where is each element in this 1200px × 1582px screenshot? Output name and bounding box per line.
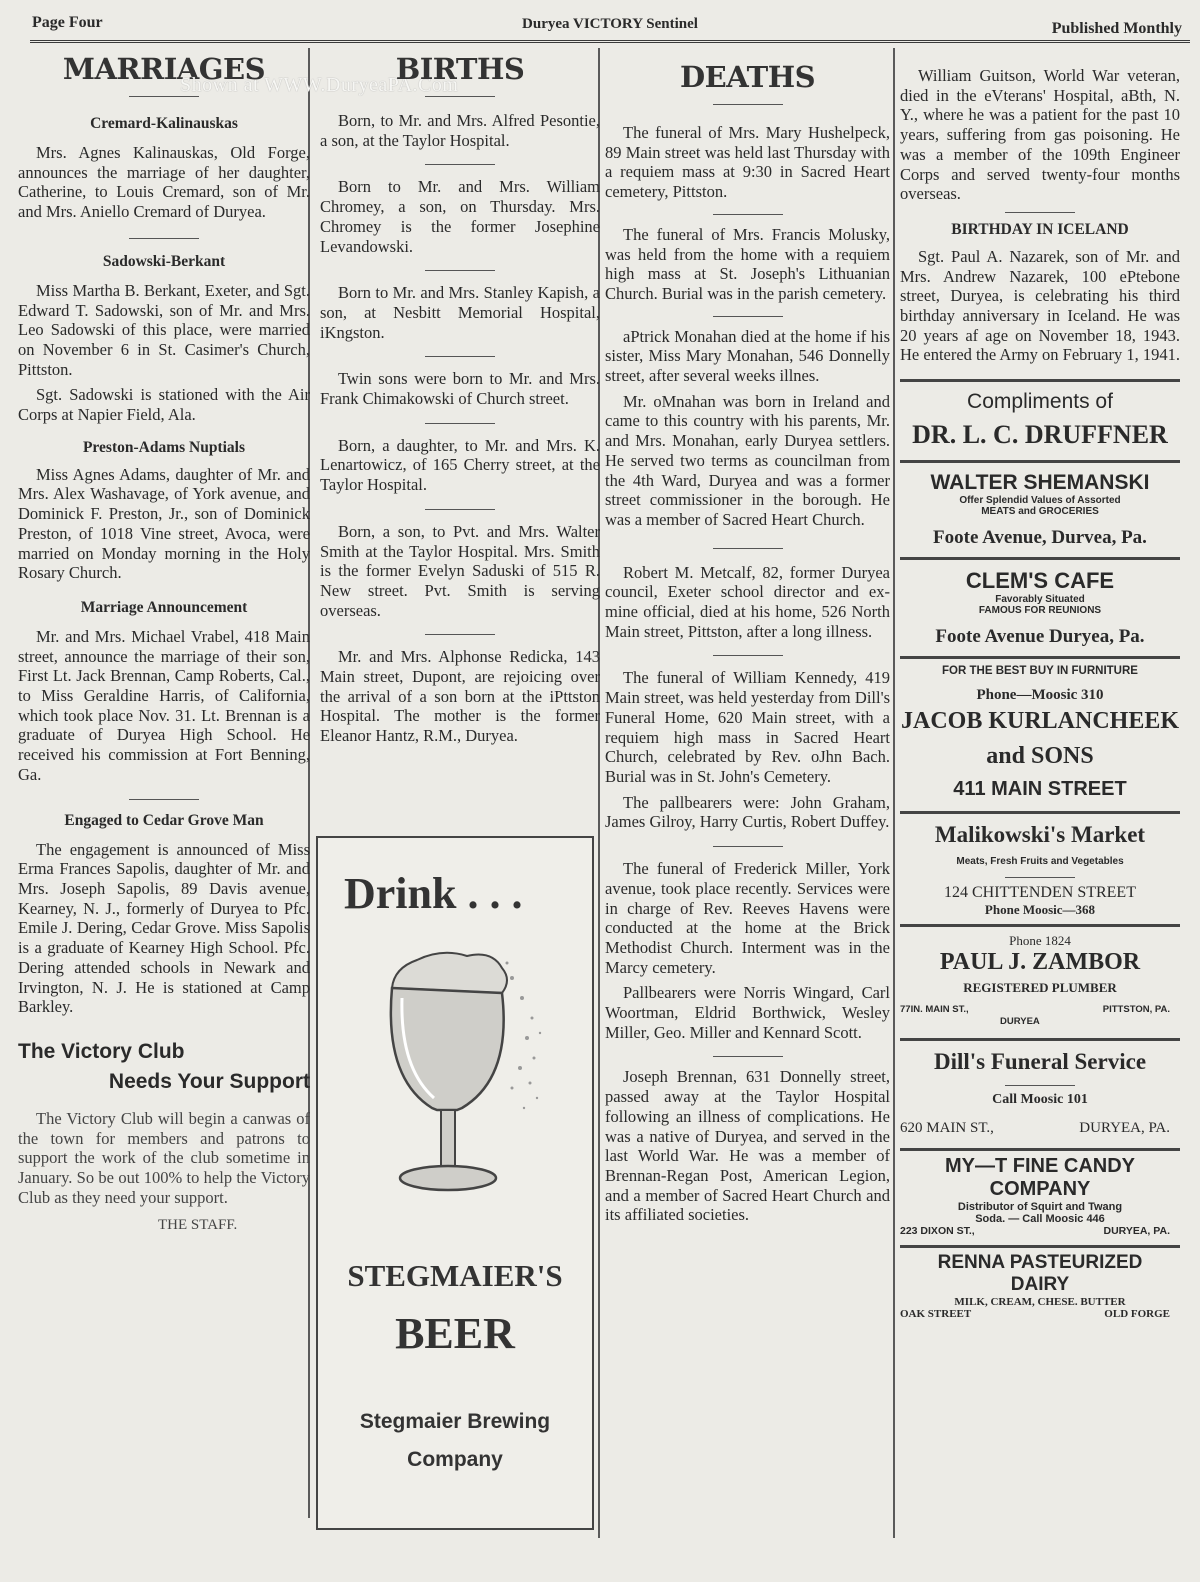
renna-address-row	[900, 1308, 1180, 1322]
separator	[1005, 877, 1075, 878]
stegmaier-beer-ad	[316, 836, 594, 1530]
marriage-text: Mr. and Mrs. Michael Vrabel, 418 Main street, announce the marriage of their son, First Lt. Jack Brennan, Camp Roberts, Cal., to Miss Geraldine Harris, of California, which took place Nov. 31. Lt. Brennan is a graduate of Duryea High School. He received his commission at Fort Benning, Ga.	[18, 626, 310, 784]
candy-company-ad	[900, 1151, 1180, 1239]
marriage-title: Cremard-Kalinauskas	[90, 115, 238, 132]
candy-phone: Soda. — Call Moosic 446	[975, 1213, 1105, 1226]
ad-brand-name: STEGMAIER'S	[347, 1258, 563, 1293]
renna-dairy-ad	[900, 1248, 1180, 1322]
candy-name: MY—T FINE CANDY	[945, 1155, 1135, 1178]
dills-town: DURYEA, PA.	[1079, 1120, 1170, 1137]
death-notice: The funeral of William Kennedy, 419 Main street, was held yesterday from Dill's Funeral Home, 620 Main street, with a requiem high mass in Sacred Heart Church, celebrated by Rev. oJhn Bach. Burial was in St. John's Cemetery.	[605, 668, 890, 786]
notices-and-ads-column	[900, 50, 1180, 1322]
ad-company-line1: Stegmaier Brewing	[359, 1410, 551, 1433]
birth-notice: Mr. and Mrs. Alphonse Redicka, 143 Main street, Dupont, are rejoicing over the arrival of a son born at the iPttston Hospital. The mother is the former Eleanor Hantz, R.M., Duryea.	[320, 647, 600, 746]
separator	[129, 799, 199, 800]
ad-company-line2: Company	[407, 1448, 503, 1471]
column-rule	[893, 48, 895, 1538]
death-notice: Mr. oMnahan was born in Ireland and came to this country with his parents, Mr. and Mrs. Monahan, early Duryea settlers. He served two terms as councilman from the 4th Ward, Duryea and was a former street commissioner in the borough. He was a member of Sacred Heart Church.	[605, 391, 890, 529]
marriage-title: Engaged to Cedar Grove Man	[64, 811, 264, 829]
separator	[713, 548, 783, 549]
shemanski-ad	[900, 463, 1180, 549]
victory-club-line1: The Victory Club	[18, 1039, 185, 1063]
zambor-address-row	[900, 1004, 1180, 1034]
ad-brand-product: BEER	[395, 1309, 515, 1358]
kurlancheek-phone: Phone—Moosic 310	[976, 687, 1104, 704]
shemanski-name: WALTER SHEMANSKI	[930, 471, 1150, 495]
separator	[425, 509, 495, 510]
birth-notice: Born to Mr. and Mrs. William Chromey, a son, on Thursday. Mrs. Chromey is the former Josephine Levandowski.	[320, 177, 600, 256]
separator	[425, 356, 495, 357]
masthead	[30, 8, 1190, 43]
separator	[713, 655, 783, 656]
victory-club-title	[18, 1037, 310, 1097]
birth-notice: Born to Mr. and Mrs. Stanley Kapish, a son, at Nesbitt Memorial Hospital, iKngston.	[320, 283, 600, 342]
separator	[713, 316, 783, 317]
dills-street: 620 MAIN ST.,	[900, 1120, 994, 1137]
births-heading: BIRTHS	[395, 52, 525, 86]
malikowski-name: Malikowski's Market	[934, 822, 1146, 848]
dills-funeral-ad	[900, 1041, 1180, 1142]
death-notice: Pallbearers were Norris Wingard, Carl Woortman, Eldrid Borthwick, Wesley Miller, Geo. Miller and Kennard Scott.	[605, 983, 890, 1042]
zambor-city: PITTSTON, PA.	[1102, 1004, 1170, 1016]
zambor-phone: Phone 1824	[1009, 933, 1071, 949]
kurlancheek-sons: and SONS	[986, 743, 1094, 770]
renna-town: OLD FORGE	[1104, 1308, 1170, 1321]
separator	[129, 238, 199, 239]
separator	[425, 164, 495, 165]
births-column	[320, 50, 600, 746]
separator	[1005, 1085, 1075, 1086]
publication-frequency: Published Monthly	[1051, 20, 1182, 37]
marriage-text: Miss Agnes Adams, daughter of Mr. and Mrs. Alex Washavage, of York avenue, and Dominick F. Preston, Jr., son of Dominick Preston, of 1018 Vine street, Avoca, were married on Monday morning in the Holy Rosary Church.	[18, 464, 310, 583]
marriage-text: Mrs. Agnes Kalinauskas, Old Forge, announces the marriage of her daughter, Catherine, to Louis Cremard, son of Mr. and Mrs. Aniello Cremard of Duryea.	[18, 143, 310, 222]
guitson-notice: William Guitson, World War veteran, died in the eVterans' Hospital, aBth, N. Y., where he was a patient for the past 10 years, suffering from gas poisoning. He was a member of the 109th Engineer Corps and served twenty-four months overseas.	[900, 66, 1180, 204]
victory-club-text: The Victory Club will begin a canwas of the town for members and patrons to support the work of the club sometime in January. So be out 100% to help the Victory Club as they need your support.	[18, 1108, 310, 1207]
dills-phone: Call Moosic 101	[992, 1092, 1088, 1108]
dills-name: Dill's Funeral Service	[933, 1049, 1147, 1075]
zambor-trade: REGISTERED PLUMBER	[963, 980, 1117, 996]
marriage-title: Preston-Adams Nuptials	[82, 438, 246, 456]
druffner-ad	[900, 382, 1180, 450]
marriage-text: Sgt. Sadowski is stationed with the Air Corps at Napier Field, Ala.	[18, 385, 310, 425]
separator	[425, 634, 495, 635]
malikowski-ad	[900, 814, 1180, 918]
death-notice: The pallbearers were: John Graham, James Gilroy, Harry Curtis, Robert Duffey.	[605, 792, 890, 832]
page-number: Page Four	[32, 14, 103, 31]
marriages-heading: MARRIAGES	[62, 52, 266, 86]
candy-distributor: Distributor of Squirt and Twang	[957, 1201, 1123, 1214]
birth-notice: Born, a son, to Pvt. and Mrs. Walter Smith at the Taylor Hospital. Mrs. Smith is the former Evelyn Saduski of 515 R. New street. Pvt. Smith is serving overseas.	[320, 521, 600, 620]
malikowski-address: 124 CHITTENDEN STREET	[944, 884, 1136, 902]
druffner-name: DR. L. C. DRUFFNER	[912, 420, 1168, 450]
separator	[713, 1056, 783, 1057]
malikowski-phone: Phone Moosic—368	[984, 902, 1096, 918]
death-notice: The funeral of Frederick Miller, York avenue, took place recently. Services were in charge of Rev. Reeves Havens were conducted at the home at the Brick Methodist Church. Interment was in the Marcy cemetery.	[605, 859, 890, 977]
candy-street: 223 DIXON ST.,	[900, 1225, 975, 1238]
birth-notice: Born, to Mr. and Mrs. Alfred Pesontie, a son, at the Taylor Hospital.	[320, 111, 600, 150]
paper-title: Duryea VICTORY Sentinel	[522, 16, 698, 32]
zambor-name: PAUL J. ZAMBOR	[939, 949, 1141, 976]
clems-address: Foote Avenue Duryea, Pa.	[935, 626, 1145, 648]
separator	[713, 214, 783, 215]
candy-town: DURYEA, PA.	[1103, 1225, 1170, 1238]
death-notice: Robert M. Metcalf, 82, former Duryea council, Exeter school director and ex-mine official, died at his home, 526 North Main street, Pittston, after a long illness.	[605, 562, 890, 641]
zambor-town: DURYEA	[1000, 1016, 1040, 1028]
renna-street: OAK STREET	[900, 1308, 972, 1321]
ad-drink-text: Drink . . .	[344, 869, 523, 918]
renna-name: RENNA PASTEURIZED	[937, 1252, 1143, 1274]
kurlancheek-slogan: FOR THE BEST BUY IN FURNITURE	[942, 665, 1138, 678]
beer-glass-icon	[362, 938, 562, 1218]
separator	[425, 96, 495, 97]
separator	[425, 423, 495, 424]
shemanski-goods: MEATS and GROCERIES	[981, 506, 1099, 518]
dills-address-row	[900, 1120, 1180, 1142]
candy-company: COMPANY	[989, 1178, 1091, 1201]
deaths-column	[605, 50, 890, 1225]
zambor-ad	[900, 927, 1180, 1034]
victory-club-line2: Needs Your Support	[108, 1069, 310, 1093]
separator	[425, 270, 495, 271]
birthday-heading: BIRTHDAY IN ICELAND	[951, 220, 1129, 238]
kurlancheek-ad	[900, 659, 1180, 801]
death-notice: Joseph Brennan, 631 Donnelly street, passed away at the Taylor Hospital following an illness of complications. He was a native of Duryea, and served in the last World War. He was a member of Brennan-Regan Post, American Legion, and a member of Sacred Heart Church and its affiliated societies.	[605, 1067, 890, 1225]
shemanski-address: Foote Avenue, Durvea, Pa.	[933, 527, 1147, 549]
clems-tagline2: FAMOUS FOR REUNIONS	[978, 605, 1102, 617]
clems-tagline: Favorably Situated	[995, 594, 1085, 606]
marriage-title: Marriage Announcement	[80, 598, 248, 616]
marriage-text: Miss Martha B. Berkant, Exeter, and Sgt. Edward T. Sadowski, son of Mr. and Mrs. Leo Sadowski of this place, were married on November 6 in St. Casimer's Church, Pittston.	[18, 280, 310, 379]
marriage-text: The engagement is announced of Miss Erma Frances Sapolis, daughter of Mr. and Mrs. Joseph Sapolis, 89 Davis avenue, Kearney, N. J., formerly of Duryea to Pfc. Emile J. Dering, Cedar Grove. Miss Sapolis is a graduate of Kearney High School. Pfc. Dering attended schools in Newark and Irvington, N. J. He is stationed at Camp Barkley.	[18, 839, 310, 1017]
shemanski-tagline: Offer Splendid Values of Assorted	[959, 495, 1121, 507]
kurlancheek-address: 411 MAIN STREET	[953, 778, 1127, 801]
separator	[1005, 212, 1075, 213]
death-notice: The funeral of Mrs. Francis Molusky, was held from the home with a requiem high mass at St. Joseph's Lithuanian Church. Burial was in the parish cemetery.	[605, 224, 890, 303]
zambor-street: 77IN. MAIN ST.,	[900, 1004, 969, 1016]
birth-notice: Born, a daughter, to Mr. and Mrs. K. Lenartowicz, of 165 Cherry street, at the Taylor Hospital.	[320, 435, 600, 495]
marriage-title: Sadowski-Berkant	[102, 252, 226, 270]
birth-notice: Twin sons were born to Mr. and Mrs. Frank Chimakowski of Church street.	[320, 369, 600, 409]
clems-name: CLEM'S CAFE	[965, 568, 1115, 594]
marriages-column	[18, 50, 310, 1234]
renna-products: MILK, CREAM, CHESE. BUTTER	[954, 1296, 1126, 1309]
death-notice: aPtrick Monahan died at the home if his sister, Miss Mary Monahan, 546 Donnelly street, after several weeks illnes.	[605, 326, 890, 386]
renna-dairy: DAIRY	[1010, 1274, 1070, 1296]
separator	[713, 104, 783, 105]
birthday-notice: Sgt. Paul A. Nazarek, son of Mr. and Mrs. Andrew Nazarek, 100 ePtebone street, Duryea, is celebrating his third birthday anniversary in Iceland. He was 20 years af age on November 18, 1943. He entered the Army on February 1, 1941.	[900, 246, 1180, 365]
candy-address-row	[900, 1225, 1180, 1239]
separator	[713, 846, 783, 847]
kurlancheek-name: JACOB KURLANCHEEK	[900, 708, 1180, 735]
deaths-heading: DEATHS	[679, 60, 816, 94]
clems-cafe-ad	[900, 560, 1180, 648]
watermark: Shown at WWW.DuryeaPA.Com	[180, 74, 459, 96]
death-notice: The funeral of Mrs. Mary Hushelpeck, 89 Main street was held last Thursday with a requiem mass at 9:30 in Sacred Heart cemetery, Pittston.	[605, 123, 890, 202]
malikowski-goods: Meats, Fresh Fruits and Vegetables	[956, 856, 1124, 868]
druffner-line1: Compliments of	[967, 390, 1113, 414]
victory-club-sign: THE STAFF.	[158, 1217, 238, 1234]
